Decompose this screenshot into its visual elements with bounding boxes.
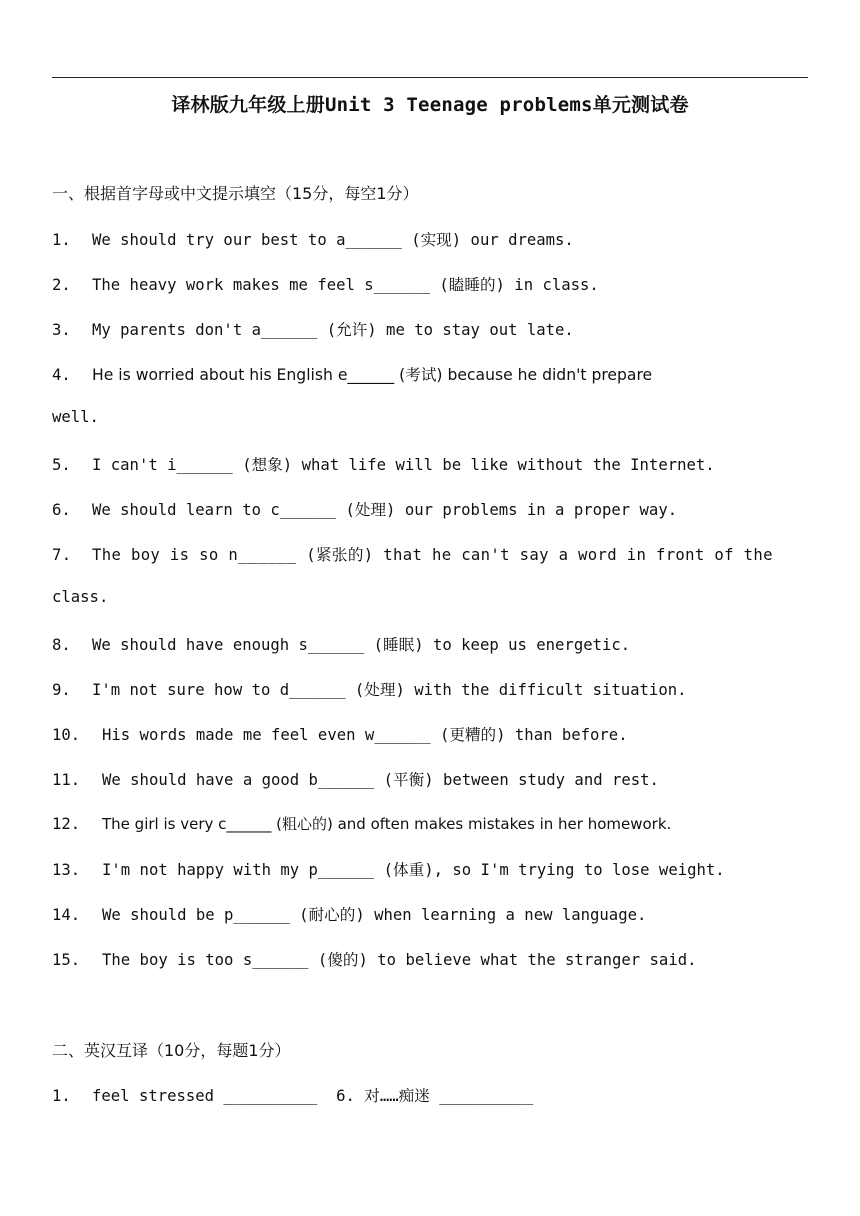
question-8: 8. We should have enough s______ (睡眠) to keep us energetic. [52,636,631,654]
question-7: 7. The boy is so n______ (紧张的) that he can't say a word in front of the [52,546,773,564]
page-title: 译林版九年级上册Unit 3 Teenage problems单元测试卷 [171,94,689,116]
question-1: 1. We should try our best to a______ (实现) our dreams. [52,231,574,249]
question-4: 4. He is worried about his English e______ (考试) because he didn't prepare [52,366,653,384]
question-3: 3. My parents don't a______ (允许) me to stay out late. [52,321,574,339]
question-15: 15. The boy is too s______ (傻的) to believe what the stranger said. [52,951,697,969]
question-2: 2. The heavy work makes me feel s______ (瞌睡的) in class. [52,276,599,294]
question-11: 11. We should have a good b______ (平衡) between study and rest. [52,771,659,789]
header-rule [52,77,808,78]
question-12: 12. The girl is very c______ (粗心的) and often makes mistakes in her homework. [52,815,672,833]
question-9: 9. I'm not sure how to d______ (处理) with the difficult situation. [52,681,687,699]
section-2-heading: 二、英汉互译（10分，每题1分） [52,1041,291,1060]
question-4-continued: well. [52,408,99,426]
question-14: 14. We should be p______ (耐心的) when learning a new language. [52,906,647,924]
question-13: 13. I'm not happy with my p______ (体重), so I'm trying to lose weight. [52,861,725,879]
section-1-heading: 一、根据首字母或中文提示填空（15分，每空1分） [52,184,419,203]
question-5: 5. I can't i______ (想象) what life will be like without the Internet. [52,456,715,474]
translation-item-1: 1. feel stressed __________ 6. 对……痴迷 __________ [52,1087,534,1105]
question-10: 10. His words made me feel even w______ (更糟的) than before. [52,726,628,744]
question-7-continued: class. [52,588,109,606]
question-6: 6. We should learn to c______ (处理) our problems in a proper way. [52,501,678,519]
